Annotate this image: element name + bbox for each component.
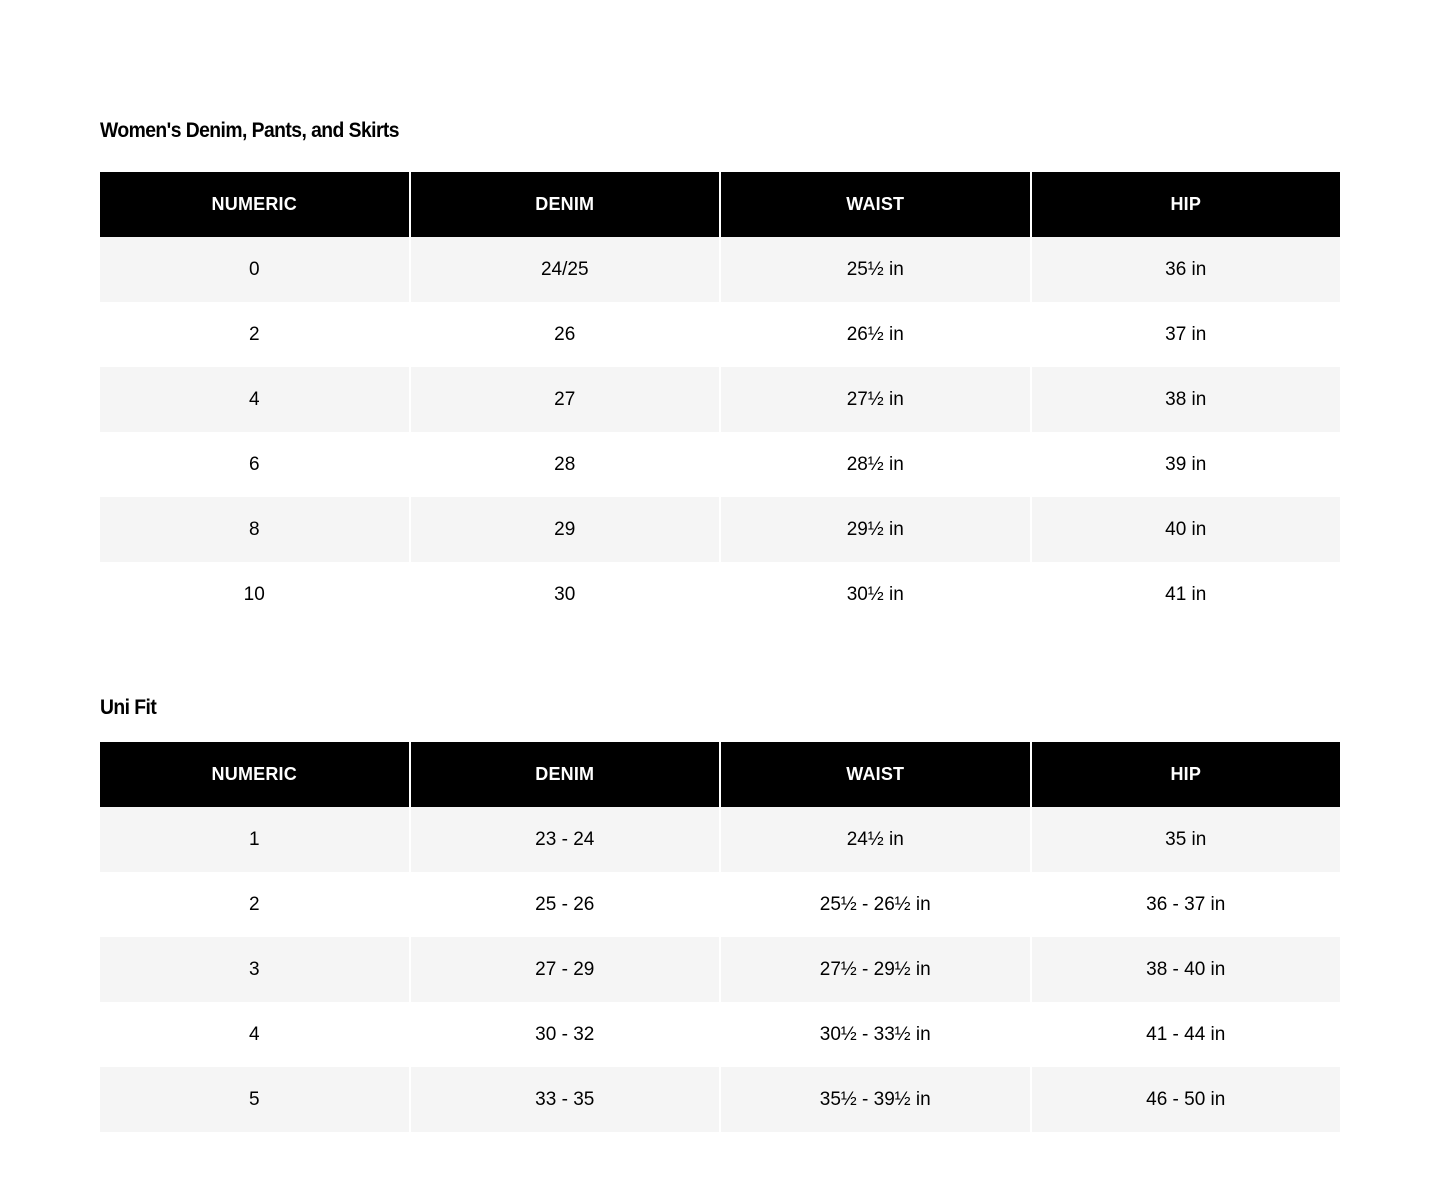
table-row (100, 302, 1340, 367)
cell-waist: 26½ in (721, 302, 1030, 367)
cell-hip: 40 in (1032, 497, 1341, 562)
column-header-waist: WAIST (721, 172, 1030, 237)
table-row (100, 432, 1340, 497)
cell-numeric: 1 (100, 807, 409, 872)
column-header-denim: DENIM (411, 742, 720, 807)
table-row (100, 872, 1340, 937)
table-row (100, 562, 1340, 627)
cell-denim: 23 - 24 (411, 807, 720, 872)
size-chart-section-womens-denim (100, 116, 1340, 627)
cell-waist: 35½ - 39½ in (721, 1067, 1030, 1132)
cell-numeric: 0 (100, 237, 409, 302)
cell-numeric: 8 (100, 497, 409, 562)
cell-hip: 35 in (1032, 807, 1341, 872)
cell-denim: 27 (411, 367, 720, 432)
cell-numeric: 4 (100, 1002, 409, 1067)
cell-hip: 41 - 44 in (1032, 1002, 1341, 1067)
cell-hip: 38 - 40 in (1032, 937, 1341, 1002)
table-header-row (100, 172, 1340, 237)
cell-hip: 36 - 37 in (1032, 872, 1341, 937)
cell-numeric: 6 (100, 432, 409, 497)
cell-hip: 36 in (1032, 237, 1341, 302)
size-table-uni-fit (98, 742, 1342, 1132)
cell-numeric: 4 (100, 367, 409, 432)
cell-hip: 46 - 50 in (1032, 1067, 1341, 1132)
cell-denim: 25 - 26 (411, 872, 720, 937)
cell-numeric: 2 (100, 302, 409, 367)
cell-denim: 33 - 35 (411, 1067, 720, 1132)
column-header-hip: HIP (1032, 172, 1341, 237)
column-header-waist: WAIST (721, 742, 1030, 807)
cell-numeric: 3 (100, 937, 409, 1002)
column-header-numeric: NUMERIC (100, 742, 409, 807)
cell-denim: 29 (411, 497, 720, 562)
cell-denim: 28 (411, 432, 720, 497)
cell-waist: 30½ - 33½ in (721, 1002, 1030, 1067)
cell-denim: 30 - 32 (411, 1002, 720, 1067)
table-row (100, 937, 1340, 1002)
section-title: Uni Fit (100, 696, 157, 719)
cell-waist: 30½ in (721, 562, 1030, 627)
column-header-denim: DENIM (411, 172, 720, 237)
table-row (100, 1002, 1340, 1067)
table-row (100, 807, 1340, 872)
table-row (100, 1067, 1340, 1132)
size-table-womens-denim (98, 172, 1342, 627)
cell-waist: 25½ - 26½ in (721, 872, 1030, 937)
column-header-numeric: NUMERIC (100, 172, 409, 237)
cell-denim: 24/25 (411, 237, 720, 302)
cell-denim: 30 (411, 562, 720, 627)
cell-waist: 27½ in (721, 367, 1030, 432)
cell-numeric: 2 (100, 872, 409, 937)
cell-numeric: 10 (100, 562, 409, 627)
size-chart-section-uni-fit (100, 693, 1340, 1132)
cell-waist: 25½ in (721, 237, 1030, 302)
cell-hip: 41 in (1032, 562, 1341, 627)
cell-waist: 24½ in (721, 807, 1030, 872)
cell-hip: 37 in (1032, 302, 1341, 367)
cell-denim: 27 - 29 (411, 937, 720, 1002)
table-row (100, 237, 1340, 302)
section-title: Women's Denim, Pants, and Skirts (100, 119, 399, 142)
cell-waist: 28½ in (721, 432, 1030, 497)
cell-hip: 38 in (1032, 367, 1341, 432)
table-row (100, 497, 1340, 562)
cell-waist: 29½ in (721, 497, 1030, 562)
table-row (100, 367, 1340, 432)
cell-hip: 39 in (1032, 432, 1341, 497)
table-header-row (100, 742, 1340, 807)
cell-waist: 27½ - 29½ in (721, 937, 1030, 1002)
cell-denim: 26 (411, 302, 720, 367)
cell-numeric: 5 (100, 1067, 409, 1132)
column-header-hip: HIP (1032, 742, 1341, 807)
